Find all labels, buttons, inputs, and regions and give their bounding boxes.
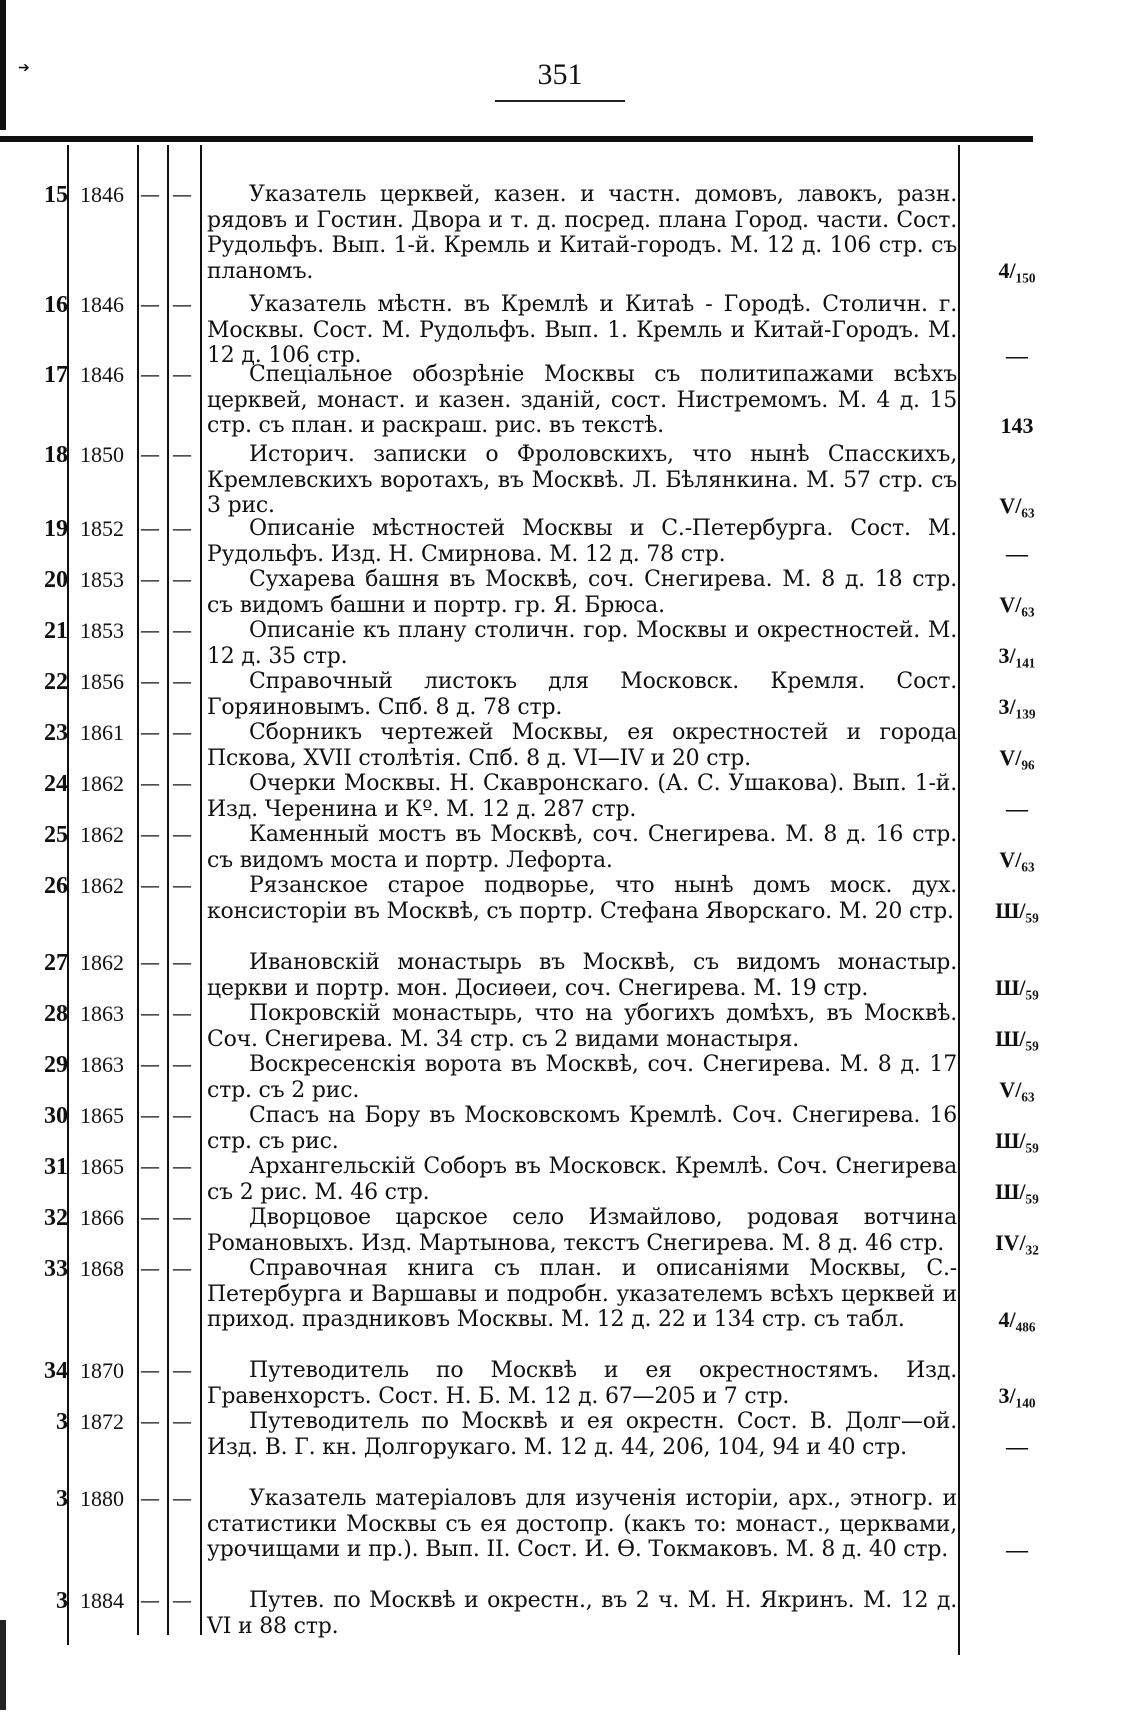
entry-year: 1861 — [80, 720, 124, 745]
entry-number: 22 — [44, 669, 68, 695]
entry-dash: — — [172, 1154, 192, 1178]
entry-number: 20 — [44, 567, 68, 593]
entry-number: 23 — [44, 720, 68, 746]
entry-dash: — — [140, 567, 160, 591]
entry-dash: — — [172, 822, 192, 846]
entry-year: 1868 — [80, 1256, 124, 1281]
entry-dash: — — [140, 1052, 160, 1076]
entry-dash: — — [140, 516, 160, 540]
entry-year: 1846 — [80, 362, 124, 387]
entry-number: 34 — [44, 1358, 68, 1384]
entry-year: 1853 — [80, 567, 124, 592]
entry-shelf-code: — — [1006, 1434, 1028, 1459]
entry-year: 1862 — [80, 950, 124, 975]
entry-year: 1863 — [80, 1052, 124, 1077]
entry-shelf-code: IV/₃₂ — [995, 1230, 1039, 1255]
entry-dash: — — [140, 1205, 160, 1229]
entry-description: Описаніе мѣстностей Москвы и С.-Петербурга. Сост. М. Рудольфъ. Изд. Н. Смирнова. М. 12 д. 78 стр. — [207, 516, 957, 567]
entry-number: 29 — [44, 1052, 68, 1078]
entry-dash: — — [172, 669, 192, 693]
page-edge-mark — [0, 0, 14, 130]
entry-description: Сухарева башня въ Москвѣ, соч. Снегирева. М. 8 д. 18 стр. съ видомъ башни и портр. гр. Я. Брюса. — [207, 567, 957, 618]
entry-number: 19 — [44, 516, 68, 542]
entry-description: Указатель мѣстн. въ Кремлѣ и Китаѣ - Городѣ. Столичн. г. Москвы. Сост. М. Рудольфъ. Вып. 1. Кремль и Китай-Городъ. М. 12 д. 106 стр. — [207, 292, 957, 369]
entry-dash: — — [140, 950, 160, 974]
entry-number: 27 — [44, 950, 68, 976]
entry-number: 28 — [44, 1001, 68, 1027]
entry-shelf-code: Ш/₅₉ — [995, 1179, 1039, 1204]
entry-dash: — — [140, 1358, 160, 1382]
entry-description: Спасъ на Бору въ Московскомъ Кремлѣ. Соч. Снегирева. 16 стр. съ рис. — [207, 1103, 957, 1154]
entry-description: Воскресенскія ворота въ Москвѣ, соч. Снегирева. М. 8 д. 17 стр. съ 2 рис. — [207, 1052, 957, 1103]
entry-shelf-code: V/₆₃ — [999, 1077, 1035, 1102]
entry-description: Архангельскій Соборъ въ Московск. Кремлѣ. Соч. Снегирева съ 2 рис. М. 46 стр. — [207, 1154, 957, 1205]
entry-number: 24 — [44, 771, 68, 797]
entry-dash: — — [172, 362, 192, 386]
entry-number: 32 — [44, 1205, 68, 1231]
margin-arrow-icon: ➔ — [18, 60, 30, 76]
entry-number: 25 — [44, 822, 68, 848]
entry-description: Покровскій монастырь, что на убогихъ домѣхъ, въ Москвѣ. Соч. Снегирева. М. 34 стр. съ 2 видами монастыря. — [207, 1001, 957, 1052]
entry-description: Описаніе къ плану столичн. гор. Москвы и окрестностей. М. 12 д. 35 стр. — [207, 618, 957, 669]
entry-dash: — — [140, 669, 160, 693]
entry-dash: — — [140, 292, 160, 316]
entry-dash: — — [140, 442, 160, 466]
entry-shelf-code: 3/₁₃₉ — [998, 694, 1036, 719]
entry-dash: — — [140, 1486, 160, 1510]
entry-description: Сборникъ чертежей Москвы, ея окрестностей и города Пскова, XVII столѣтія. Спб. 8 д. VI—IV и 20 стр. — [207, 720, 957, 771]
entry-description: Спеціальное обозрѣніе Москвы съ политипажами всѣхъ церквей, монаст. и казен. зданій, сост. Нистремомъ. М. 4 д. 15 стр. съ план. и раскраш. рис. въ текстѣ. — [207, 362, 957, 439]
page-number: 351 — [495, 58, 625, 102]
entry-shelf-code: Ш/₅₉ — [995, 975, 1039, 1000]
entry-number: 21 — [44, 618, 68, 644]
entry-dash: — — [140, 1588, 160, 1612]
entry-year: 1852 — [80, 516, 124, 541]
entry-year: 1880 — [80, 1486, 124, 1511]
entry-dash: — — [172, 1205, 192, 1229]
entry-description: Справочная книга съ план. и описаніями Москвы, С.-Петербурга и Варшавы и подробн. указателемъ всѣхъ церквей и приход. праздниковъ Москвы. М. 12 д. 22 и 134 стр. съ табл. — [207, 1256, 957, 1333]
entry-number: 3 — [56, 1486, 68, 1512]
entry-shelf-code: Ш/₅₉ — [995, 898, 1039, 923]
entry-dash: — — [140, 822, 160, 846]
entry-dash: — — [172, 442, 192, 466]
entry-year: 1865 — [80, 1154, 124, 1179]
entry-description: Очерки Москвы. Н. Скавронскаго. (А. С. Ушакова). Вып. 1-й. Изд. Черенина и Кº. М. 12 д. 287 стр. — [207, 771, 957, 822]
entry-year: 1863 — [80, 1001, 124, 1026]
entry-number: 3 — [56, 1588, 68, 1614]
entry-number: 30 — [44, 1103, 68, 1129]
entry-number: 15 — [44, 182, 68, 208]
entry-number: 31 — [44, 1154, 68, 1180]
entry-dash: — — [172, 1486, 192, 1510]
entry-dash: — — [140, 362, 160, 386]
entry-shelf-code: 3/₁₄₁ — [998, 643, 1036, 668]
entry-number: 26 — [44, 873, 68, 899]
column-divider — [200, 145, 202, 1635]
header-rule — [0, 136, 1033, 142]
entry-shelf-code: 4/₁₅₀ — [998, 258, 1036, 283]
entry-year: 1866 — [80, 1205, 124, 1230]
entry-description: Рязанское старое подворье, что нынѣ домъ моск. дух. консисторіи въ Москвѣ, съ портр. Стефана Яворскаго. М. 20 стр. — [207, 873, 957, 924]
entry-description: Дворцовое царское село Измайлово, родовая вотчина Романовыхъ. Изд. Мартынова, текстъ Снегирева. М. 8 д. 46 стр. — [207, 1205, 957, 1256]
entry-description: Ивановскій монастырь въ Москвѣ, съ видомъ монастыр. церкви и портр. мон. Досиѳеи, соч. Снегирева. М. 19 стр. — [207, 950, 957, 1001]
entry-dash: — — [172, 1358, 192, 1382]
entry-shelf-code: V/₆₃ — [999, 847, 1035, 872]
entry-shelf-code: 4/₄₈₆ — [998, 1307, 1036, 1332]
entry-dash: — — [172, 771, 192, 795]
entry-shelf-code: Ш/₅₉ — [995, 1026, 1039, 1051]
entry-dash: — — [172, 1001, 192, 1025]
entry-dash: — — [172, 516, 192, 540]
entry-dash: — — [172, 292, 192, 316]
page-edge-mark-bottom — [0, 1620, 6, 1710]
entry-shelf-code: — — [1006, 343, 1028, 368]
entry-dash: — — [140, 873, 160, 897]
entry-shelf-code: V/₆₃ — [999, 493, 1035, 518]
entry-year: 1872 — [80, 1409, 124, 1434]
entry-year: 1853 — [80, 618, 124, 643]
entry-shelf-code: 143 — [1000, 413, 1034, 438]
entry-year: 1850 — [80, 442, 124, 467]
entry-description: Справочный листокъ для Московск. Кремля. Сост. Горяиновымъ. Спб. 8 д. 78 стр. — [207, 669, 957, 720]
entry-dash: — — [172, 567, 192, 591]
entry-shelf-code: 3/₁₄₀ — [998, 1383, 1036, 1408]
entry-number: 3 — [56, 1409, 68, 1435]
entry-dash: — — [172, 1103, 192, 1127]
entry-dash: — — [140, 1409, 160, 1433]
entry-description: Историч. записки о Фроловскихъ, что нынѣ Спасскихъ, Кремлевскихъ воротахъ, въ Москвѣ. Л. Бѣлянкина. М. 57 стр. съ 3 рис. — [207, 442, 957, 519]
entry-year: 1870 — [80, 1358, 124, 1383]
entry-number: 18 — [44, 442, 68, 468]
entry-dash: — — [172, 1588, 192, 1612]
entry-year: 1884 — [80, 1588, 124, 1613]
entry-dash: — — [140, 1001, 160, 1025]
entry-number: 16 — [44, 292, 68, 318]
entry-number: 33 — [44, 1256, 68, 1282]
entry-dash: — — [172, 618, 192, 642]
entry-shelf-code: V/₆₃ — [999, 592, 1035, 617]
entry-shelf-code: — — [1006, 1537, 1028, 1562]
entry-description: Путев. по Москвѣ и окрестн., въ 2 ч. М. Н. Якринъ. М. 12 д. VI и 88 стр. — [207, 1588, 957, 1639]
entry-description: Указатель матеріаловъ для изученія исторіи, арх., этногр. и статистики Москвы съ ея достопр. (какъ то: монаст., церквами, урочищами и пр.). Вып. II. Сост. И. Ѳ. Токмаковъ. М. 8 д. 40 стр. — [207, 1486, 957, 1563]
entry-year: 1862 — [80, 873, 124, 898]
entry-year: 1846 — [80, 182, 124, 207]
entry-dash: — — [140, 771, 160, 795]
entry-dash: — — [172, 720, 192, 744]
entry-dash: — — [172, 950, 192, 974]
entry-description: Каменный мостъ въ Москвѣ, соч. Снегирева. М. 8 д. 16 стр. съ видомъ моста и портр. Лефорта. — [207, 822, 957, 873]
entry-dash: — — [140, 720, 160, 744]
entry-dash: — — [172, 1409, 192, 1433]
entry-year: 1865 — [80, 1103, 124, 1128]
column-divider — [958, 145, 960, 1655]
entry-dash: — — [140, 618, 160, 642]
entry-year: 1856 — [80, 669, 124, 694]
entry-year: 1862 — [80, 771, 124, 796]
entry-year: 1846 — [80, 292, 124, 317]
entry-dash: — — [172, 182, 192, 206]
entry-shelf-code: Ш/₅₉ — [995, 1128, 1039, 1153]
entry-description: Путеводитель по Москвѣ и ея окрестн. Сост. В. Долг—ой. Изд. В. Г. кн. Долгорукаго. М. 12 д. 44, 206, 104, 94 и 40 стр. — [207, 1409, 957, 1460]
entry-shelf-code: V/₉₆ — [999, 745, 1035, 770]
entry-dash: — — [172, 1256, 192, 1280]
entry-year: 1862 — [80, 822, 124, 847]
entry-description: Путеводитель по Москвѣ и ея окрестностямъ. Изд. Гравенхорстъ. Сост. Н. Б. М. 12 д. 67—205 и 7 стр. — [207, 1358, 957, 1409]
entry-dash: — — [172, 873, 192, 897]
entry-shelf-code: — — [1006, 796, 1028, 821]
column-divider — [167, 145, 169, 1635]
entry-shelf-code: — — [1006, 541, 1028, 566]
entry-number: 17 — [44, 362, 68, 388]
entry-dash: — — [140, 1103, 160, 1127]
entry-dash: — — [140, 1256, 160, 1280]
entry-dash: — — [140, 1154, 160, 1178]
column-divider — [137, 145, 139, 1635]
entry-description: Указатель церквей, казен. и частн. домовъ, лавокъ, разн. рядовъ и Гостин. Двора и т. д. посред. плана Город. части. Сост. Рудольфъ. Вып. 1-й. Кремль и Китай-городъ. М. 12 д. 106 стр. съ планомъ. — [207, 182, 957, 284]
entry-dash: — — [172, 1052, 192, 1076]
entry-dash: — — [140, 182, 160, 206]
